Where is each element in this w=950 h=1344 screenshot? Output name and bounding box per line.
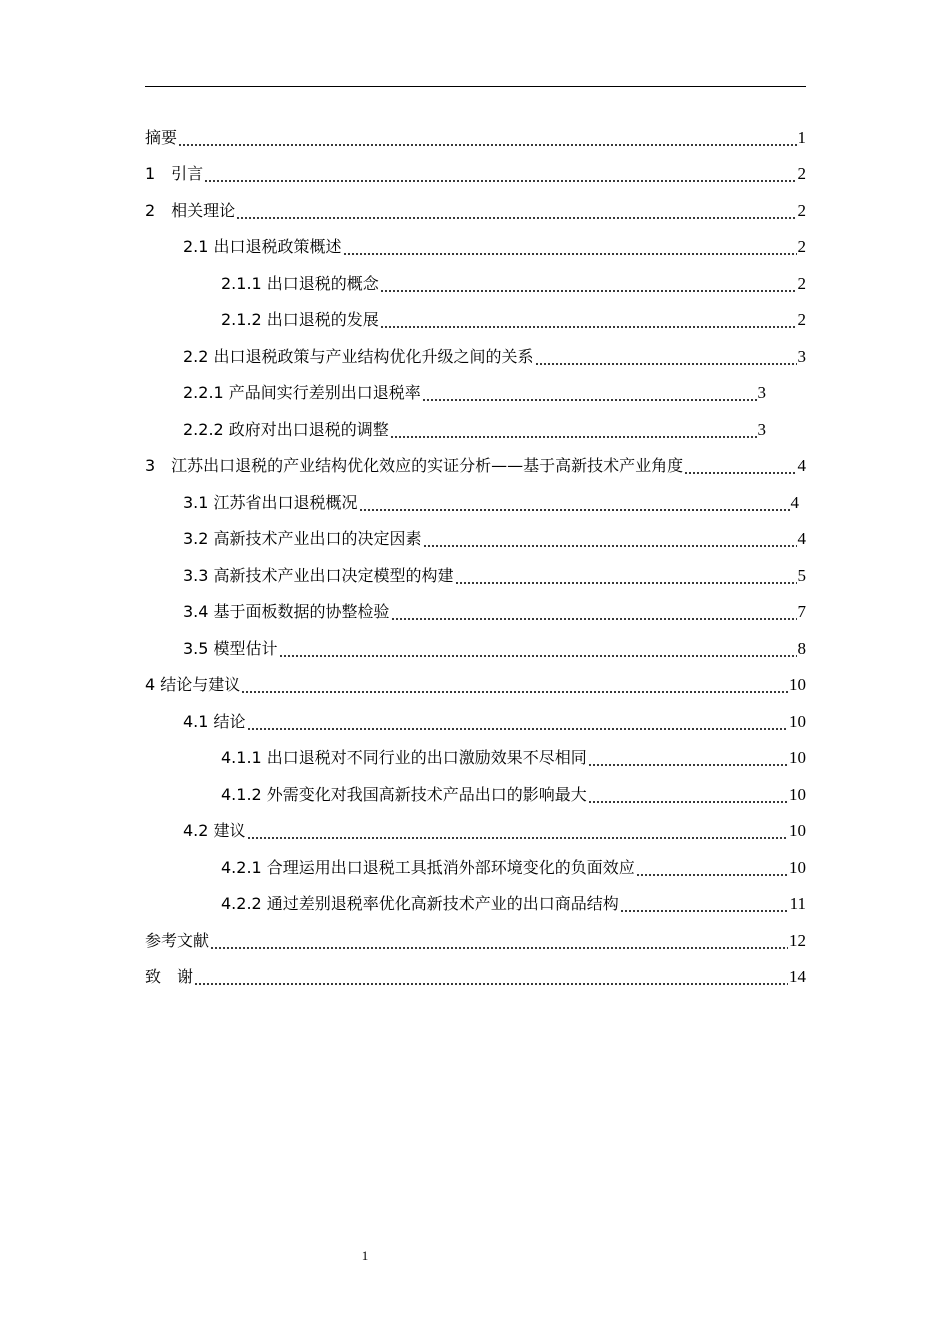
toc-entry-abstract[interactable] [145,120,806,156]
toc-dot-leader [620,894,789,914]
toc-entry-title: 3.2 高新技术产业出口的决定因素 [183,529,422,548]
toc-entry-title: 3.5 模型估计 [183,639,278,658]
toc-entry-page: 3 [797,347,806,366]
toc-entry-2-1-1[interactable] [221,266,806,302]
toc-entry-page: 4 [797,529,806,548]
toc-entry-3-5[interactable] [183,631,806,667]
toc-entry-page: 4 [790,493,799,512]
toc-dot-leader [391,602,797,622]
toc-dot-leader [343,237,797,257]
toc-entry-page: 8 [797,639,806,658]
toc-dot-leader [636,858,788,878]
toc-entry-title: 4.2.1 合理运用出口退税工具抵消外部环境变化的负面效应 [221,858,635,877]
footer-page-number: 1 [361,1248,369,1263]
toc-entry-title: 2.1.2 出口退税的发展 [221,310,379,329]
toc-dot-leader [247,712,788,732]
toc-entry-title: 4.1.2 外需变化对我国高新技术产品出口的影响最大 [221,785,587,804]
toc-entry-page: 7 [797,602,806,621]
toc-entry-page: 5 [797,566,806,585]
toc-entry-page: 3 [757,420,766,439]
toc-dot-leader [178,128,796,148]
toc-dot-leader [588,785,788,805]
toc-entry-title: 2.2.2 政府对出口退税的调整 [183,420,389,439]
toc-entry-page: 14 [789,967,806,986]
toc-entry-title: 2.2 出口退税政策与产业结构优化升级之间的关系 [183,347,534,366]
toc-dot-leader [204,164,796,184]
toc-entry-page: 2 [797,164,806,183]
toc-entry-title: 4.1 结论 [183,712,246,731]
toc-entry-title: 3 江苏出口退税的产业结构优化效应的实证分析——基于高新技术产业角度 [145,456,684,475]
toc-entry-page: 10 [789,712,806,731]
toc-entry-title: 致 谢 [145,967,194,986]
toc-dot-leader [279,639,797,659]
toc-dot-leader [422,383,757,403]
toc-dot-leader [423,529,797,549]
toc-entry-title: 3.1 江苏省出口退税概况 [183,493,358,512]
toc-entry-4-2[interactable] [183,813,806,849]
toc-entry-title: 2 相关理论 [145,201,236,220]
toc-entry-2-2[interactable] [183,339,806,375]
toc-entry-title: 参考文献 [145,931,210,950]
toc-dot-leader [241,675,788,695]
toc-entry-4-2-1[interactable] [221,850,806,886]
toc-entry-3-1[interactable] [183,485,799,521]
toc-entry-3[interactable] [145,448,806,484]
toc-entry-page: 4 [797,456,806,475]
toc-entry-title: 3.4 基于面板数据的协整检验 [183,602,390,621]
toc-entry-title: 2.1.1 出口退税的概念 [221,274,379,293]
toc-entry-page: 1 [797,128,806,147]
toc-entry-2-1[interactable] [183,229,806,265]
toc-entry-title: 4.2 建议 [183,821,246,840]
toc-dot-leader [210,931,788,951]
toc-entry-1[interactable] [145,156,806,192]
toc-dot-leader [247,821,788,841]
toc-entry-3-3[interactable] [183,558,806,594]
toc-dot-leader [194,967,788,987]
toc-dot-leader [380,310,797,330]
toc-dot-leader [535,347,797,367]
toc-entry-title: 4.1.1 出口退税对不同行业的出口激励效果不尽相同 [221,748,587,767]
toc-entry-title: 1 引言 [145,164,204,183]
toc-entry-page: 12 [789,931,806,950]
toc-entry-title: 3.3 高新技术产业出口决定模型的构建 [183,566,454,585]
toc-dot-leader [236,201,796,221]
toc-dot-leader [684,456,796,476]
toc-entry-4[interactable] [145,667,806,703]
toc-entry-page: 2 [797,201,806,220]
toc-entry-4-2-2[interactable] [221,886,806,922]
toc-dot-leader [380,274,797,294]
toc-entry-3-2[interactable] [183,521,806,557]
header-rule [145,86,806,87]
toc-entry-page: 2 [797,237,806,256]
toc-entry-references[interactable] [145,923,806,959]
toc-entry-page: 10 [789,748,806,767]
toc-entry-page: 2 [797,274,806,293]
toc-entry-2-1-2[interactable] [221,302,806,338]
toc-entry-acknowledgements[interactable] [145,959,806,995]
toc-entry-4-1[interactable] [183,704,806,740]
toc-entry-title: 2.1 出口退税政策概述 [183,237,342,256]
toc-entry-page: 2 [797,310,806,329]
toc-dot-leader [588,748,788,768]
toc-dot-leader [359,493,790,513]
toc-entry-2-2-1[interactable] [183,375,766,411]
toc-entry-page: 10 [789,675,806,694]
toc-entry-4-1-2[interactable] [221,777,806,813]
toc-entry-title: 2.2.1 产品间实行差别出口退税率 [183,383,421,402]
toc-entry-page: 10 [789,858,806,877]
toc-entry-title: 4 结论与建议 [145,675,241,694]
toc-entry-2-2-2[interactable] [183,412,766,448]
toc-entry-page: 10 [789,785,806,804]
toc-entry-title: 摘要 [145,128,178,147]
toc-entry-title: 4.2.2 通过差别退税率优化高新技术产业的出口商品结构 [221,894,619,913]
toc-entry-4-1-1[interactable] [221,740,806,776]
toc-entry-3-4[interactable] [183,594,806,630]
toc-dot-leader [455,566,797,586]
toc-entry-page: 11 [789,894,806,913]
toc-entry-page: 10 [789,821,806,840]
toc-entry-2[interactable] [145,193,806,229]
toc-entry-page: 3 [757,383,766,402]
toc-dot-leader [390,420,757,440]
